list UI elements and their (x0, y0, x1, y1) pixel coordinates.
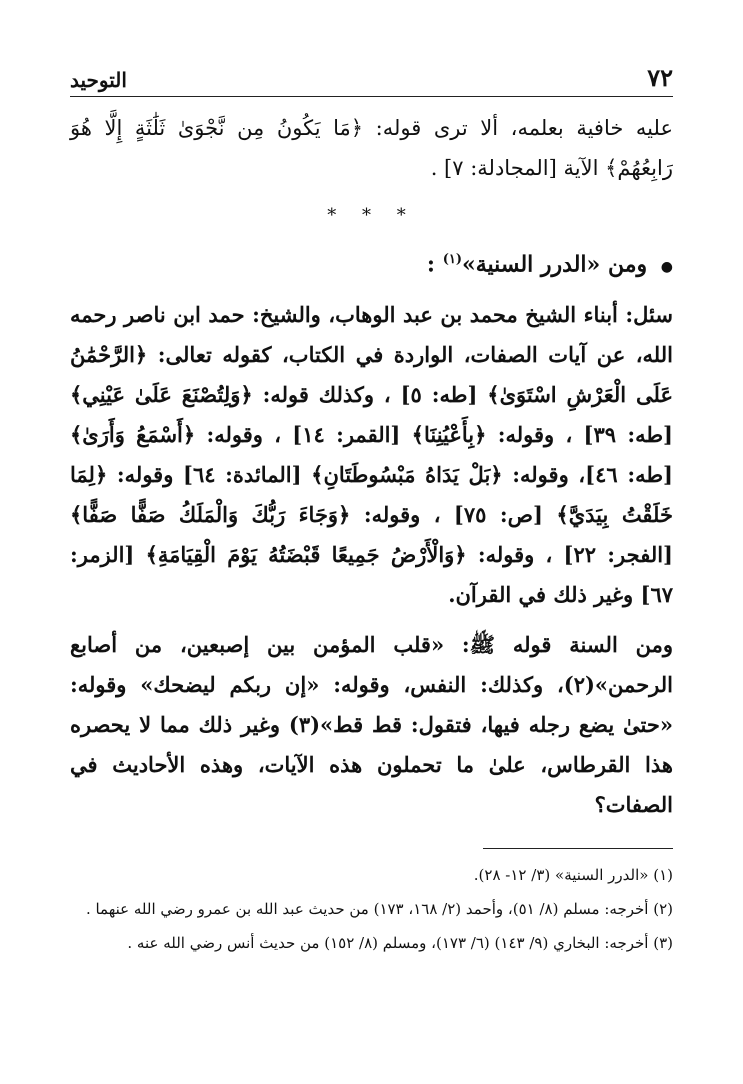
footnote-ref-1: (١) (442, 252, 462, 267)
intro-paragraph: عليه خافية بعلمه، ألا ترى قوله: ﴿مَا يَكُونُ مِن نَّجْوَىٰ ثَلَٰثَةٍ إِلَّا هُوَ رَابِعُهُمْ﴾ الآية [المجادلة: ٧] . (70, 116, 673, 180)
question-paragraph: سئل: أبناء الشيخ محمد بن عبد الوهاب، والشيخ: حمد ابن ناصر رحمه الله، عن آيات الصفات، الواردة في الكتاب، كقوله تعالى: ﴿الرَّحْمَٰنُ عَلَى الْعَرْشِ اسْتَوَىٰ﴾ [طه: ٥] ، وكذلك قوله: ﴿وَلِتُصْنَعَ عَلَىٰ عَيْنِي﴾ [طه: ٣٩] ، وقوله: ﴿بِأَعْيُنِنَا﴾ [القمر: ١٤] ، وقوله: ﴿أَسْمَعُ وَأَرَىٰ﴾ [طه: ٤٦]، وقوله: ﴿بَلْ يَدَاهُ مَبْسُوطَتَانِ﴾ [المائدة: ٦٤] وقوله: ﴿لِمَا خَلَقْتُ بِيَدَيَّ﴾ [ص: ٧٥] ، وقوله: ﴿وَجَاءَ رَبُّكَ وَالْمَلَكُ صَفًّا صَفًّا﴾ [الفجر: ٢٢] ، وقوله: ﴿وَالْأَرْضُ جَمِيعًا قَبْضَتُهُ يَوْمَ الْقِيَامَةِ﴾ [الزمر: ٦٧] وغير ذلك في القرآن. (70, 302, 673, 608)
section-separator: * * * (327, 205, 416, 226)
footnote-divider (483, 848, 673, 849)
footnote-3: (٣) أخرجه: البخاري (٩/ ١٤٣) (٦/ ١٧٣)، ومسلم (٨/ ١٥٢) من حديث أنس رضي الله عنه . (127, 934, 673, 952)
footnote-2: (٢) أخرجه: مسلم (٨/ ٥١)، وأحمد (٢/ ١٦٨، ١٧٣) من حديث عبد الله بن عمرو رضي الله عنهما . (85, 900, 673, 918)
page-number: ٧٢ (647, 63, 673, 92)
footnotes (70, 858, 673, 960)
section-heading-colon: : (426, 251, 436, 278)
footnote-1: (١) «الدرر السنية» (٣/ ١٢- ٢٨). (473, 866, 673, 884)
main-text (70, 108, 673, 825)
page-header (70, 58, 673, 97)
section-heading-text: ومن «الدرر السنية» (462, 251, 648, 278)
sunnah-paragraph: ومن السنة قوله ﷺ: «قلب المؤمن بين إصبعين، من أصابع الرحمن»(٢)، وكذلك: النفس، وقوله: «إن ربكم ليضحك» وقوله: «حتىٰ يضع رجله فيها، فتقول: قط قط»(٣) وغير ذلك مما لا يحصره هذا القرطاس، علىٰ ما تحملون هذه الآيات، وهذه الأحاديث في الصفات؟ (70, 632, 673, 818)
section-heading (70, 240, 673, 287)
bullet-icon: ● (660, 259, 673, 276)
running-title: التوحيد (70, 68, 127, 92)
